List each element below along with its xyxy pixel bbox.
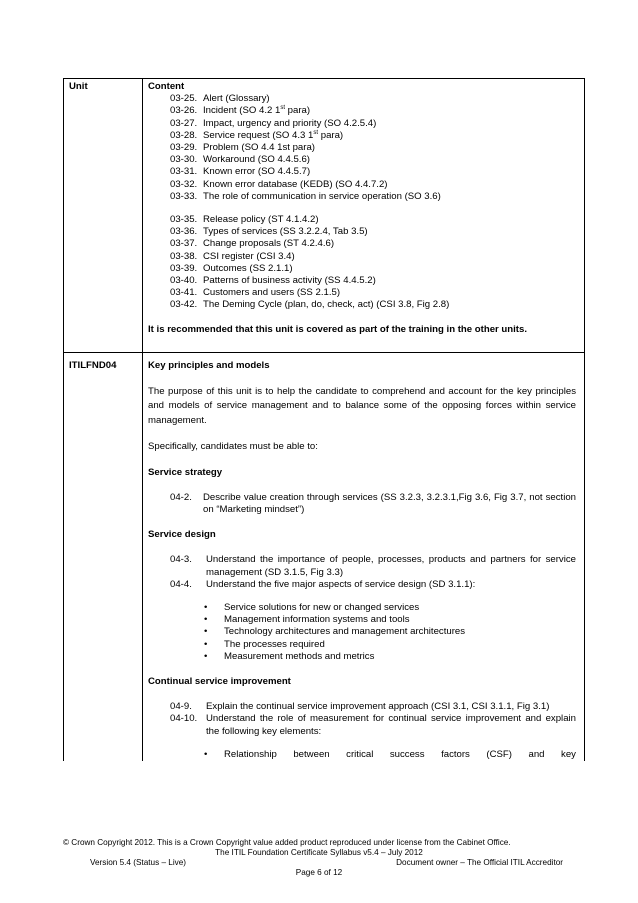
unit-04-row (64, 352, 585, 761)
item-superscript: st (313, 129, 319, 136)
list-item (148, 142, 576, 154)
item-number: 04-2. (170, 491, 192, 503)
item-text-after: para) (318, 129, 344, 141)
item-number: 03-26. (170, 105, 198, 117)
list-item (148, 214, 576, 226)
bullet-word: (CSF) (486, 748, 512, 760)
item-number: 03-39. (170, 262, 198, 274)
list-item (148, 602, 576, 614)
footer-owner: Document owner – The Official ITIL Accreditor (396, 858, 563, 867)
list-item (148, 275, 576, 287)
bullet-icon (204, 639, 224, 651)
item-text: Explain the continual service improvement approach (CSI 3.1, CSI 3.1.1, Fig 3.1) (206, 701, 550, 713)
item-number: 03-27. (170, 117, 198, 129)
csi-bullets (148, 749, 576, 761)
recommendation-text: It is recommended that this unit is covered as part of the training in the other units. (148, 323, 528, 335)
bullet-text: Technology architectures and management architectures (224, 626, 466, 638)
footer-syllabus: The ITIL Foundation Certificate Syllabus v5.4 – July 2012 (215, 848, 423, 857)
item-text: Describe value creation through services (SS 3.2.3, 3.2.3.1,Fig 3.6, Fig 3.7, not section on “Marketing mindset”) (203, 491, 576, 515)
list-item (148, 701, 576, 713)
unit-04-purpose: The purpose of this unit is to help the candidate to comprehend and account for the key principles and models of service management and to balance some of the opposing forces within service management. (148, 385, 576, 426)
item-text: Types of services (SS 3.2.2.4, Tab 3.5) (203, 226, 368, 238)
item-number: 03-32. (170, 178, 198, 190)
bullet-word: critical (346, 748, 374, 760)
item-superscript: st (280, 105, 285, 112)
list-item (148, 287, 576, 299)
list-item (148, 226, 576, 238)
item-number: 03-25. (170, 93, 198, 105)
item-number: 04-3. (170, 554, 192, 566)
item-text-after: para) (285, 105, 311, 117)
unit-04-content-cell (143, 352, 585, 761)
bullet-word: Relationship (224, 748, 277, 760)
unit-03-content-cell (143, 93, 585, 352)
item-text: The role of communication in service operation (SO 3.6) (203, 190, 441, 202)
csi-list (148, 701, 576, 738)
footer-version-row (63, 858, 575, 868)
item-number: 03-42. (170, 299, 198, 311)
glossary-list-2 (148, 214, 576, 312)
service-strategy-heading: Service strategy (148, 466, 223, 478)
list-item (148, 749, 576, 761)
page-footer (63, 838, 575, 878)
bullet-text: Service solutions for new or changed services (224, 601, 420, 613)
item-text: Change proposals (ST 4.2.4.6) (203, 238, 335, 250)
list-item (148, 166, 576, 178)
list-item (148, 651, 576, 663)
list-item (148, 492, 576, 516)
item-text-main: Service request (SO 4.3 1 (203, 129, 314, 141)
bullet-text: Measurement methods and metrics (224, 650, 375, 662)
unit-04-title: Key principles and models (148, 359, 270, 371)
item-text: Known error (SO 4.4.5.7) (203, 166, 311, 178)
item-text: Release policy (ST 4.1.4.2) (203, 214, 319, 226)
item-text: Patterns of business activity (SS 4.4.5.2) (203, 275, 376, 287)
item-text: CSI register (CSI 3.4) (203, 250, 295, 262)
item-text: Understand the five major aspects of service design (SD 3.1.1): (206, 578, 476, 590)
list-item (148, 614, 576, 626)
item-text: Problem (SO 4.4 1st para) (203, 142, 315, 154)
csi-bullet-text (224, 749, 576, 761)
bullet-icon (204, 614, 224, 626)
list-item (148, 579, 576, 591)
list-item (148, 238, 576, 250)
item-number: 04-9. (170, 701, 192, 713)
bullet-word: and (528, 748, 545, 760)
item-number: 03-33. (170, 190, 198, 202)
item-text: Known error database (KEDB) (SO 4.4.7.2) (203, 178, 388, 190)
item-text: Outcomes (SS 2.1.1) (203, 262, 293, 274)
item-text (203, 105, 576, 117)
bullet-text: Management information systems and tools (224, 614, 410, 626)
unit-04-code: ITILFND04 (64, 352, 143, 761)
unit-04-specifically: Specifically, candidates must be able to: (148, 441, 318, 453)
item-number: 03-37. (170, 238, 198, 250)
item-number: 03-38. (170, 250, 198, 262)
item-number: 03-28. (170, 129, 198, 141)
list-item (148, 263, 576, 275)
unit-03-row (64, 93, 585, 352)
list-item (148, 130, 576, 142)
item-text: The Deming Cycle (plan, do, check, act) (CSI 3.8, Fig 2.8) (203, 299, 450, 311)
list-item (148, 179, 576, 191)
design-bullets (148, 602, 576, 663)
item-text-main: Incident (SO 4.2 1 (203, 105, 281, 117)
item-text: Customers and users (SS 2.1.5) (203, 287, 341, 299)
list-item (148, 554, 576, 578)
list-item (148, 713, 576, 737)
footer-page-number: Page 6 of 12 (295, 868, 343, 877)
item-text: Impact, urgency and priority (SO 4.2.5.4) (203, 117, 377, 129)
service-design-heading: Service design (148, 529, 216, 541)
bullet-text: The processes required (224, 638, 325, 650)
bullet-icon (204, 626, 224, 638)
list-item (148, 626, 576, 638)
item-number: 03-40. (170, 275, 198, 287)
bullet-icon (204, 749, 224, 761)
list-item (148, 154, 576, 166)
list-item (148, 251, 576, 263)
glossary-list-1 (148, 93, 576, 203)
item-number: 04-10. (170, 713, 198, 725)
bullet-word: key (561, 748, 576, 760)
item-text: Understand the importance of people, processes, products and partners for service management (SD 3.1.5, Fig 3.3) (206, 554, 576, 578)
item-number: 03-30. (170, 154, 198, 166)
strategy-list (148, 492, 576, 516)
footer-copyright: © Crown Copyright 2012. This is a Crown Copyright value added product reproduced under license from the Cabinet Office. (63, 838, 511, 847)
bullet-word: factors (441, 748, 470, 760)
item-text: Understand the role of measurement for continual service improvement and explain the following key elements: (206, 713, 576, 737)
list-item (148, 93, 576, 105)
item-text (203, 130, 576, 142)
item-number: 03-41. (170, 287, 198, 299)
item-number: 03-36. (170, 226, 198, 238)
item-text: Alert (Glossary) (203, 93, 270, 105)
list-item (148, 191, 576, 203)
unit-03-code-cell (64, 93, 143, 352)
item-number: 03-31. (170, 166, 198, 178)
item-number: 03-29. (170, 142, 198, 154)
design-list (148, 554, 576, 591)
bullet-word: success (389, 748, 425, 760)
unit-header: Unit (64, 79, 143, 94)
content-header: Content (143, 79, 585, 94)
csi-heading: Continual service improvement (148, 676, 291, 687)
list-item (148, 105, 576, 117)
item-number: 04-4. (170, 578, 192, 590)
syllabus-table (63, 78, 585, 761)
list-item (148, 299, 576, 311)
list-item (148, 639, 576, 651)
item-number: 03-35. (170, 214, 198, 226)
table-header-row (64, 79, 585, 94)
bullet-word: between (293, 748, 330, 760)
bullet-icon (204, 602, 224, 614)
list-item (148, 118, 576, 130)
bullet-icon (204, 651, 224, 663)
footer-version: Version 5.4 (Status – Live) (90, 858, 187, 867)
item-text: Workaround (SO 4.4.5.6) (203, 154, 311, 166)
